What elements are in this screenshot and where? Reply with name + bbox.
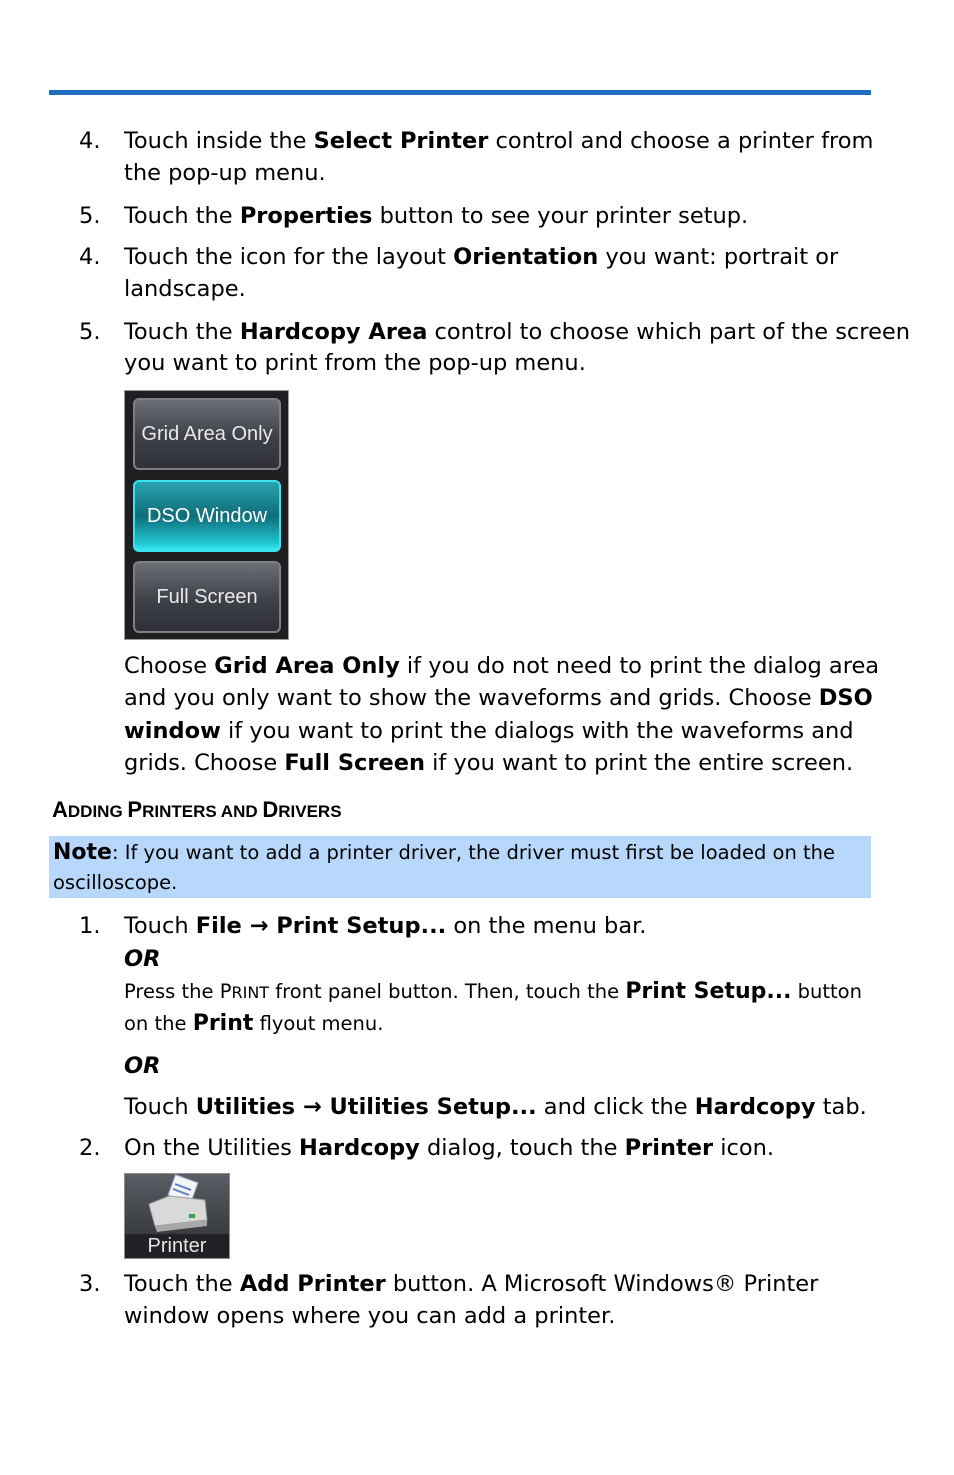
step-number: 1. (79, 913, 101, 939)
step-text: Touch the Hardcopy Area control to choose which part of the screen (124, 319, 911, 345)
step-text: you want to print from the pop-up menu. (124, 350, 586, 376)
note-box (49, 836, 871, 898)
step-text: the pop-up menu. (124, 160, 326, 186)
printer-button[interactable] (124, 1173, 230, 1259)
step-text: landscape. (124, 276, 246, 302)
note-line: Note: If you want to add a printer driver, the driver must first be loaded on the (53, 840, 836, 865)
step-number: 4. (79, 128, 101, 154)
full-screen-button[interactable]: Full Screen (133, 561, 281, 633)
hardcopy-area-menu (124, 390, 289, 640)
step-text: Touch File → Print Setup... on the menu bar. (124, 913, 647, 939)
step-number: 2. (79, 1135, 101, 1161)
dso-window-button[interactable]: DSO Window (133, 480, 281, 552)
step-number: 5. (79, 319, 101, 345)
step-text: Touch the Properties button to see your printer setup. (124, 203, 749, 229)
step-text: On the Utilities Hardcopy dialog, touch the Printer icon. (124, 1135, 775, 1161)
paragraph-line: Choose Grid Area Only if you do not need to print the dialog area (124, 653, 880, 679)
paragraph-line: window if you want to print the dialogs with the waveforms and (124, 718, 854, 744)
section-heading: ADDING PRINTERS AND DRIVERS (52, 797, 342, 822)
step-text: Touch the icon for the layout Orientation you want: portrait or (124, 244, 839, 270)
step-text: window opens where you can add a printer. (124, 1303, 616, 1329)
printer-label: Printer (125, 1234, 229, 1258)
note-line: oscilloscope. (53, 871, 178, 894)
step-text: Touch Utilities → Utilities Setup... and click the Hardcopy tab. (124, 1094, 867, 1120)
grid-area-only-button[interactable]: Grid Area Only (133, 398, 281, 470)
or-label: OR (124, 946, 161, 972)
step-number: 5. (79, 203, 101, 229)
step-number: 3. (79, 1271, 101, 1297)
paragraph-line: and you only want to show the waveforms and grids. Choose DSO (124, 685, 873, 711)
step-text: on the Print flyout menu. (124, 1011, 384, 1036)
step-text: Touch the Add Printer button. A Microsoft Windows® Printer (124, 1271, 819, 1297)
step-text: Press the PRINT front panel button. Then, touch the Print Setup... button (124, 979, 862, 1004)
or-label: OR (124, 1053, 161, 1079)
header-rule (49, 90, 871, 95)
printer-icon (125, 1174, 229, 1234)
step-number: 4. (79, 244, 101, 270)
step-text: Touch inside the Select Printer control and choose a printer from (124, 128, 874, 154)
paragraph-line: grids. Choose Full Screen if you want to print the entire screen. (124, 750, 854, 776)
